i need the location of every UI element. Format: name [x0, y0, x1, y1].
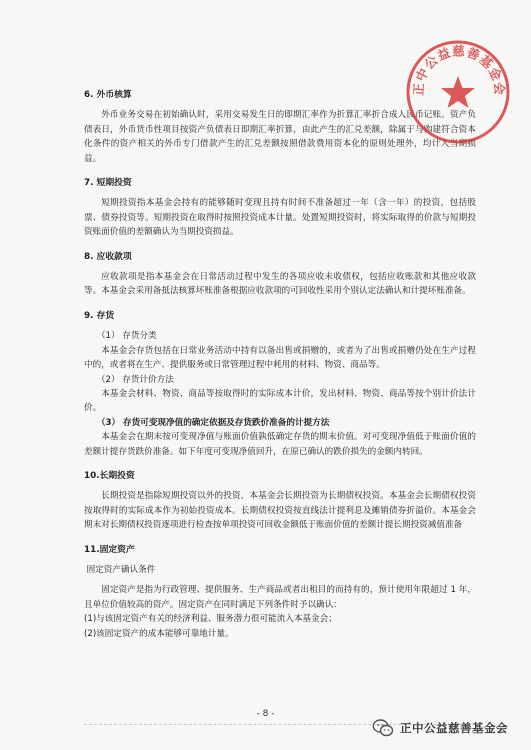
svg-text:正中公益慈善基金会: 正中公益慈善基金会 [410, 43, 508, 97]
section-heading: 8. 应收款项 [84, 251, 132, 262]
list-item: (2)该固定资产的成本能够可靠地计量。 [84, 628, 234, 639]
section-paragraph: 本基金会材料、物资、商品等按取得时的实际成本计价，发出材料、物资、商品等按个别计价法计价。 [84, 388, 476, 414]
section-paragraph: 固定资产是指为行政管理、提供服务、生产商品或者出租目的而持有的，预计使用年限超过 1 年，且单位价值较高的资产。固定资产在同时满足下列条件时予以确认： [84, 585, 476, 610]
organization-seal-icon [402, 36, 514, 148]
subsection-title: 固定资产确认条件 [86, 564, 156, 575]
list-item: (1)与该固定资产有关的经济利益、服务潜力很可能流入本基金会； [84, 614, 337, 625]
section-heading: 9. 存货 [84, 310, 115, 321]
section-heading: 10.长期投资 [84, 470, 135, 481]
section-paragraph: 外币业务交易在初始确认时，采用交易发生日的即期汇率作为折算汇率折合成人民币记账。资产负债表日，外币货币性项目按资产负债表日即期汇率折算，由此产生的汇兑差额，除属于与购建符合资本化条件的资产相关的外币专门借款产生的汇兑差额按照借款费用资本化的原则处理外，均计入当期损益。 [84, 110, 476, 164]
document-body [84, 88, 476, 641]
section-paragraph: 短期投资指本基金会持有的能够随时变现且持有时间不准备超过一年（含一年）的投资，包括股票、债券投资等。短期投资在取得时按照投资成本计量。处置短期投资时，将实际取得的价款与短期投资账面价值的差额确认为当期投资损益。 [84, 198, 476, 238]
subsection-title: （2） 存货计价方法 [96, 374, 174, 385]
section-paragraph: 长期投资是指除短期投资以外的投资，本基金会长期投资为长期债权投资。本基金会长期债权投资按取得时的实际成本作为初始投资成本。长期债权投资按直线法计提利息及摊销债券折溢价。本基金会期末对长期债权投资逐项进行检查按单项投资可回收金额低于账面价值的差额计提长期投资减值准备 [84, 491, 476, 531]
section-heading: 7. 短期投资 [84, 178, 132, 189]
section-paragraph: 本基金会存货包括在日常业务活动中持有以备出售或捐赠的，或者为了出售或捐赠仍处在生产过程中的，或者将在生产、提供服务或日常管理过程中耗用的材料、物资、商品等。 [84, 345, 476, 371]
watermark-text: 正中公益慈善基金会 [400, 721, 508, 735]
section-heading: 6. 外币核算 [84, 90, 132, 100]
page-number: - 8 - [256, 709, 275, 719]
section-paragraph: 应收款项是指本基金会在日常活动过程中发生的各项应收未收债权，包括应收账款和其他应收款等。本基金会采用备抵法核算坏账准备根据应收款项的可回收性采用个别认定法确认和计提坏账准备。 [84, 272, 476, 297]
subsection-title: （1） 存货分类 [96, 331, 157, 342]
section-heading: 11.固定资产 [84, 544, 135, 555]
watermark [372, 717, 508, 739]
subsection-title: （3） 存货可变现净值的确定依据及存货跌价准备的计提方法 [96, 417, 330, 428]
section-paragraph: 本基金会在期末按可变现净值与账面价值孰低确定存货的期末价值。对可变现净值低于账面价值的差额计提存货跌价准备。如下年度可变现净值回升，在原已确认的跌价损失的金额内转回。 [84, 432, 476, 457]
wechat-icon [372, 717, 394, 739]
